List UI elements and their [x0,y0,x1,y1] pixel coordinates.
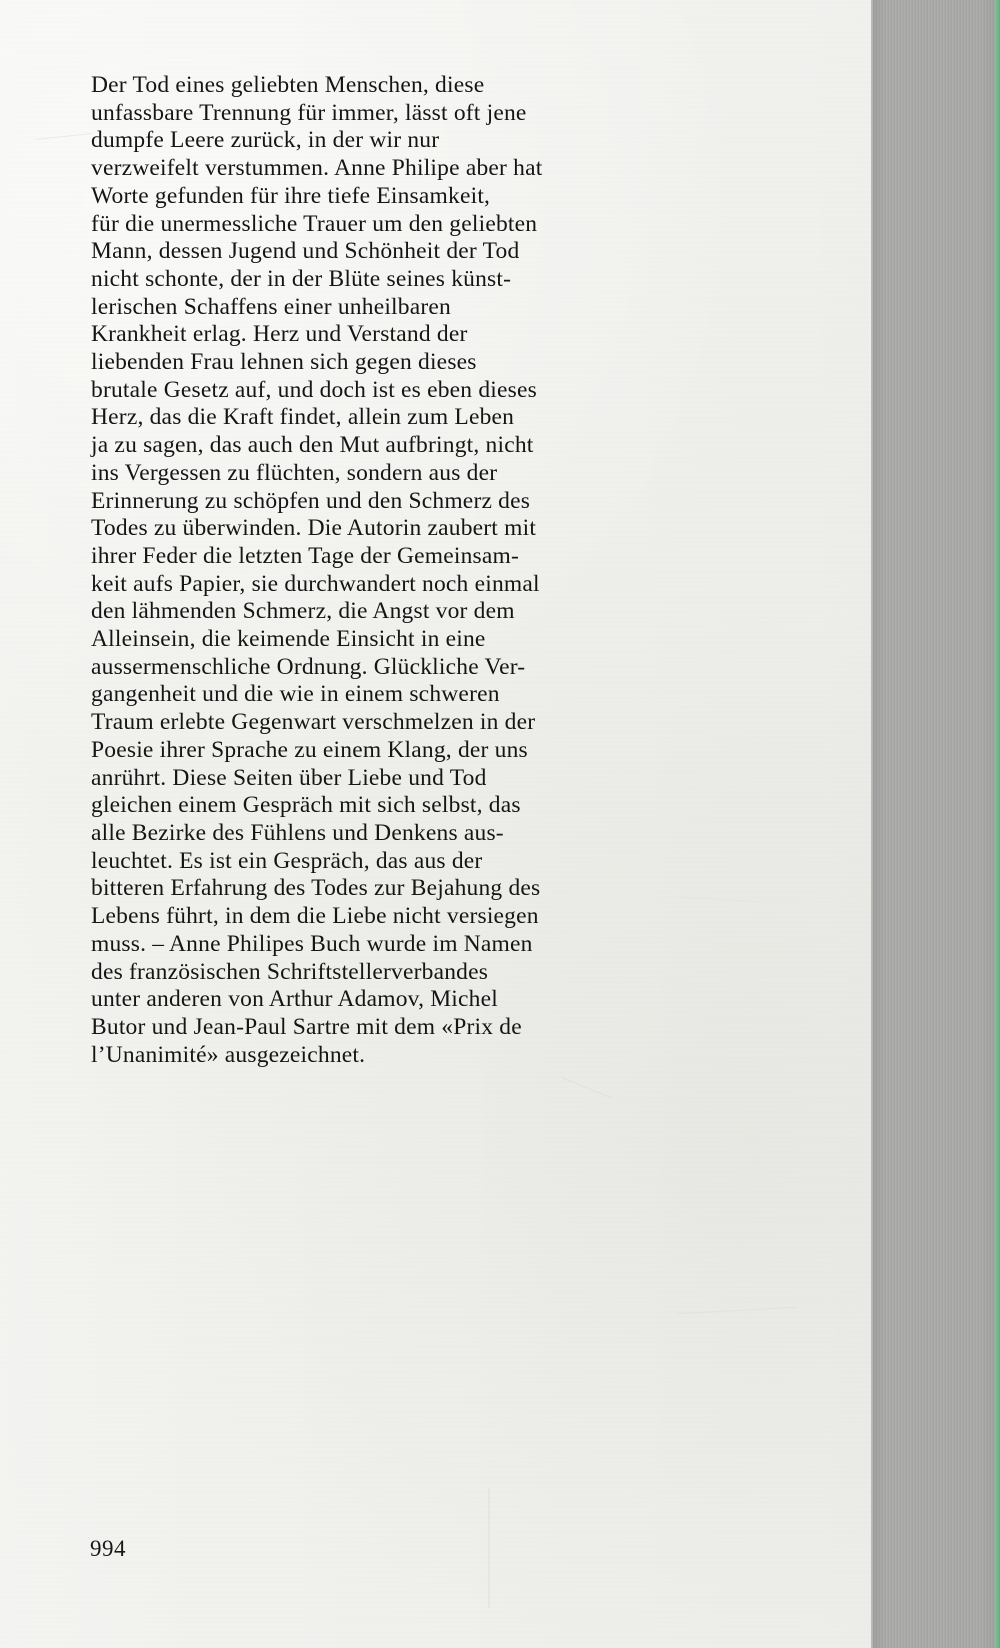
page-number: 994 [90,1536,126,1561]
cover-spine-edge [995,0,1000,1648]
cover-spine-strip [871,0,1000,1648]
book-blurb-text: Der Tod eines geliebten Menschen, diese unfassbare Trennung für immer, lässt oft jene dumpfe Leere zurück, in der wir nur verzweifelt verstummen. Anne Philipe aber hat Worte gefunden für ihre tiefe Einsamkeit, für die unermessliche Trauer um den geliebten Mann, dessen Jugend und Schönheit der Tod nicht schonte, der in der Blüte seines künst- lerischen Schaffens einer unheilbaren Krankheit erlag. Herz und Verstand der liebenden Frau lehnen sich gegen dieses brutale Gesetz auf, und doch ist es eben dieses Herz, das die Kraft findet, allein zum Leben ja zu sagen, das auch den Mut aufbringt, nicht ins Vergessen zu flüchten, sondern aus der Erinnerung zu schöpfen und den Schmerz des Todes zu überwinden. Die Autorin zaubert mit ihrer Feder die letzten Tage der Gemeinsam- keit aufs Papier, sie durchwandert noch einmal den lähmenden Schmerz, die Angst vor dem Alleinsein, die keimende Einsicht in eine aussermenschliche Ordnung. Glückliche Ver- gangenheit und die wie in einem schweren Traum erlebte Gegenwart verschmelzen in der Poesie ihrer Sprache zu einem Klang, der uns anrührt. Diese Seiten über Liebe und Tod gleichen einem Gespräch mit sich selbst, das alle Bezirke des Fühlens und Denkens aus- leuchtet. Es ist ein Gespräch, das aus der bitteren Erfahrung des Todes zur Bejahung des Lebens führt, in dem die Liebe nicht versiegen muss. – Anne Philipes Buch wurde im Namen des französischen Schriftstellerverbandes unter anderen von Arthur Adamov, Michel Butor und Jean-Paul Sartre mit dem «Prix de l’Unanimité» ausgezeichnet. [91,72,543,1068]
paper-crease [488,1488,490,1608]
paper-crease [676,1307,796,1314]
paper-crease [35,133,93,140]
paper-crease [562,1077,611,1097]
